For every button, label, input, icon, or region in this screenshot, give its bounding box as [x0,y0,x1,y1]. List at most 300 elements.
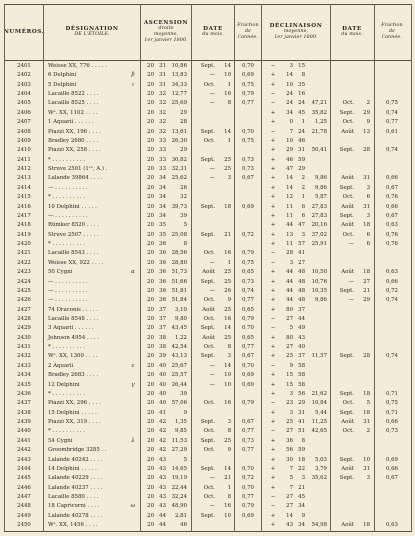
header-fraction-1: Fraction [237,23,259,28]
dec-year-fraction: 0,66 [385,278,398,285]
dec-sign: + [270,522,276,529]
row-number: 2412 [17,166,31,173]
ra-seconds: 27,29 [171,447,187,454]
dec-seconds: 10,50 [311,269,327,276]
row-number: 2439 [17,419,31,426]
ra-obs-month: Sept. [200,278,215,285]
ra-minutes: 38 [159,334,166,341]
dec-degrees: 3 [289,63,293,69]
table-row [4,231,411,240]
header-ascension-title: ASCENSION [143,20,189,26]
ra-seconds: 32,31 [171,166,187,173]
ra-hours: 20 [147,465,154,472]
ra-seconds: 42,54 [171,344,187,351]
ra-obs-month: — [209,503,215,510]
ra-obs-day: 14 [224,362,231,369]
dec-obs-day: 31 [363,175,370,182]
star-designation: Lalande 40229 . . . . [48,475,103,482]
dec-year-fraction: 0,66 [385,175,398,182]
ra-seconds: 8 [183,241,187,248]
ra-year-fraction: 0,77 [241,447,254,454]
ra-year-fraction: 0,77 [241,100,254,107]
dec-sign: + [270,203,276,210]
dec-obs-day: 28 [363,353,370,360]
dec-obs-month: Sept. [339,287,354,294]
dec-year-fraction: 0,74 [385,297,398,304]
dec-minutes: 45 [298,494,305,501]
ra-obs-day: 25 [224,166,231,173]
ra-minutes: 36 [159,259,166,266]
dec-minutes: 48 [298,287,305,294]
dec-sign: + [270,372,276,379]
row-number: 2403 [17,81,31,88]
ra-obs-day: 1 [227,484,231,491]
ra-hours: 20 [147,512,154,519]
column-rule [411,4,412,532]
ra-hours: 20 [147,297,154,304]
dec-minutes: 8 [301,72,305,79]
row-number: 2415 [17,194,31,201]
dec-obs-day: 31 [363,465,370,472]
dec-minutes: 48 [298,269,305,276]
ra-obs-month: Oct. [203,315,215,322]
dec-degrees: 46 [286,156,293,163]
dec-year-fraction: 0,76 [385,241,398,248]
ra-seconds: 13,83 [171,72,187,79]
dec-sign: + [270,353,276,360]
dec-minutes: 58 [298,381,305,388]
star-designation: Piazzi XX, 196 . . . . [48,128,101,135]
table-row [4,90,411,99]
dec-minutes: 59 [298,447,305,454]
ra-minutes: 40 [159,381,166,388]
ra-year-fraction: 0,77 [241,428,254,435]
ra-obs-day: 10 [224,72,231,79]
dec-year-fraction: 0,63 [385,522,398,529]
ra-hours: 20 [147,428,154,435]
ra-obs-day: 10 [224,512,231,519]
dec-degrees: 44 [286,222,293,229]
dec-seconds: 5,44 [314,409,327,416]
header-ascension-sub1: droite [158,26,174,31]
dec-year-fraction: 0,74 [385,147,398,154]
ra-minutes: 37 [159,315,166,322]
ra-seconds: 25,57 [171,372,187,379]
ra-obs-day: 3 [227,353,231,360]
dec-degrees: 9 [289,362,293,369]
table-row [4,474,411,483]
dec-sign: − [270,428,276,435]
ra-seconds: 25,69 [171,100,187,107]
row-number: 2420 [17,241,31,248]
star-designation: Struve 2501 (1ʳᵉ, A.) . [48,166,108,173]
ra-obs-day: 9 [227,297,231,304]
ra-year-fraction: 0,77 [241,344,254,351]
dec-obs-day: 31 [363,203,370,210]
row-number: 2426 [17,297,31,304]
dec-seconds: 35,82 [311,109,327,116]
ra-year-fraction: 0,69 [241,381,254,388]
dec-minutes: 6 [301,203,305,210]
dec-sign: + [270,212,276,219]
dec-degrees: 3 [289,390,293,397]
dec-sign: + [270,241,276,248]
ra-seconds: 28,56 [171,250,187,257]
table-row [4,362,411,371]
table-row [4,512,411,521]
ra-minutes: 33 [159,166,166,173]
dec-seconds: 10,35 [311,287,327,294]
row-number: 2432 [17,353,31,360]
dec-sign: + [270,465,276,472]
dec-sign: − [270,362,276,369]
dec-minutes: 44 [298,315,305,322]
dec-obs-month: Sept. [339,353,354,360]
ra-year-fraction: 0,65 [241,334,254,341]
ra-obs-month: Sept. [200,156,215,163]
table-row [4,315,411,324]
ra-minutes: 33 [159,137,166,144]
dec-seconds: 11,57 [311,353,327,360]
star-designation: Groombridge 3285 . . [48,447,107,454]
table-row [4,371,411,380]
dec-sign: + [270,156,276,163]
ra-year-fraction: 0,69 [241,72,254,79]
table-row [4,399,411,408]
dec-minutes: 16 [298,91,305,98]
header-date-title: DATE [203,26,223,32]
table-row [4,259,411,268]
star-designation: Wᵉ. XX, 1456 . . . . [48,522,98,529]
ra-minutes: 35 [159,222,166,229]
ra-hours: 20 [147,278,154,285]
star-designation: Lalande 39864 . . . . [48,175,103,182]
dec-minutes: 58 [298,372,305,379]
ra-obs-day: 25 [224,306,231,313]
ra-minutes: 36 [159,287,166,294]
ra-obs-month: — [209,287,215,294]
dec-seconds: 10,84 [311,400,327,407]
table-row [4,99,411,108]
dec-sign: − [270,400,276,407]
table-row [4,343,411,352]
ra-obs-month: Oct. [203,344,215,351]
star-designation: — . . . . . . . . . . [48,297,88,304]
dec-minutes: 45 [298,109,305,116]
dec-degrees: 24 [286,91,293,98]
dec-sign: + [270,147,276,154]
dec-obs-month: Sept. [339,212,354,219]
ra-obs-day: 25 [224,269,231,276]
dec-degrees: 14 [286,175,293,182]
ra-obs-month: Sept. [200,419,215,426]
ra-hours: 20 [147,419,154,426]
ra-obs-day: 8 [227,100,231,107]
ra-obs-day: 16 [224,400,231,407]
star-designation: Piazzi XX, 319 . . . . [48,419,101,426]
table-row [4,352,411,361]
dec-sign: + [270,109,276,116]
ra-seconds: 57,06 [171,400,187,407]
ra-minutes: 40 [159,362,166,369]
ra-minutes: 40 [159,372,166,379]
row-number: 2421 [17,250,31,257]
ra-obs-month: — [209,100,215,107]
star-designation: * . . . . . . . . . . [48,156,85,163]
ra-year-fraction: 0,72 [241,475,254,482]
ra-seconds: 22,44 [171,484,187,491]
row-number: 2406 [17,109,31,116]
ra-minutes: 31 [159,81,166,88]
ra-year-fraction: 0,77 [241,494,254,501]
row-number: 2433 [17,362,31,369]
dec-sign: + [270,137,276,144]
ra-obs-day: 1 [227,81,231,88]
star-designation: 18 Capricorni . . . . [48,503,100,510]
ra-seconds: 32 [180,194,187,201]
dec-obs-day: 3 [366,212,370,219]
dec-degrees: 44 [286,278,293,285]
ra-seconds: 48,90 [171,503,187,510]
dec-degrees: 23 [286,400,293,407]
table-row [4,71,411,80]
dec-sign: − [270,128,276,135]
ra-seconds: 51,66 [171,278,187,285]
ra-minutes: 32 [159,109,166,116]
dec-minutes: 35 [298,81,305,88]
star-designation: * . . . . . . . . . . [48,194,85,201]
ra-year-fraction: 0,79 [241,250,254,257]
ra-seconds: 28 [180,119,187,126]
dec-seconds: 21,62 [311,390,327,397]
dec-minutes: 57 [298,241,305,248]
dec-sign: + [270,484,276,491]
table-row [4,137,411,146]
dec-degrees: 47 [286,166,293,173]
ra-obs-day: 8 [227,494,231,501]
dec-obs-day: 28 [363,147,370,154]
ra-seconds: 9,85 [174,428,187,435]
dec-obs-day: 18 [363,269,370,276]
star-designation: Lacaille 8580 . . . . [48,494,99,501]
dec-obs-month: Sept. [339,475,354,482]
ra-hours: 20 [147,184,154,191]
ra-minutes: 34 [159,194,166,201]
row-number: 2450 [17,522,31,529]
dec-degrees: 14 [286,512,293,519]
table-row [4,81,411,90]
ra-hours: 20 [147,119,154,126]
ra-hours: 20 [147,353,154,360]
row-number: 2434 [17,372,31,379]
header-ascension [141,4,191,60]
dec-seconds: 21,78 [311,128,327,135]
ra-minutes: 34 [159,203,166,210]
ra-hours: 20 [147,522,154,529]
star-designation: 5 Delphini [48,81,77,88]
ra-hours: 20 [147,287,154,294]
table-row [4,156,411,165]
dec-sign: + [270,419,276,426]
ra-year-fraction: 0,73 [241,166,254,173]
dec-obs-month: Août [341,222,354,229]
dec-degrees: 13 [286,231,293,238]
ra-hours: 20 [147,137,154,144]
ra-obs-day: 10 [224,372,231,379]
row-number: 2416 [17,203,31,210]
table-row [4,221,411,230]
ra-hours: 20 [147,334,154,341]
dec-sign: − [270,63,276,69]
row-number: 2413 [17,175,31,182]
table-row [4,212,411,221]
dec-obs-day: 31 [363,419,370,426]
ra-hours: 20 [147,259,154,266]
dec-seconds: 37,02 [311,231,327,238]
dec-degrees: 27 [286,315,293,322]
dec-degrees: 14 [286,72,293,79]
row-number: 2438 [17,409,31,416]
table-bottom-rule [4,531,411,532]
table-row [4,324,411,333]
ra-minutes: 43 [159,475,166,482]
ra-year-fraction: 0,67 [241,353,254,360]
ra-obs-day: 14 [224,128,231,135]
dec-sign: + [270,381,276,388]
ra-hours: 20 [147,156,154,163]
ra-obs-day: 25 [224,156,231,163]
ra-year-fraction: 0,79 [241,91,254,98]
ra-seconds: 43,45 [171,325,187,332]
ra-seconds: 5 [183,456,187,463]
ra-obs-day: 1 [227,259,231,266]
table-row [4,409,411,418]
ra-obs-day: 3 [227,419,231,426]
row-number: 2440 [17,428,31,435]
dec-degrees: 44 [286,287,293,294]
dec-obs-day: 5 [366,400,370,407]
dec-sign: + [270,512,276,519]
ra-year-fraction: 0,70 [241,325,254,332]
dec-minutes: 46 [298,137,305,144]
row-number: 2447 [17,494,31,501]
ra-minutes: 37 [159,306,166,313]
ra-obs-day: 18 [224,203,231,210]
dec-seconds: 5,03 [314,456,327,463]
ra-hours: 20 [147,400,154,407]
dec-minutes: 24 [298,100,305,107]
star-designation: — . . . . . . . . . . [48,184,88,191]
ra-minutes: 31 [159,63,166,69]
ra-hours: 20 [147,100,154,107]
dec-obs-day: 3 [366,475,370,482]
dec-minutes: 48 [298,278,305,285]
ra-hours: 20 [147,128,154,135]
ra-obs-month: Août [202,269,215,276]
dec-year-fraction: 0,77 [385,119,398,126]
dec-minutes: 2 [301,175,305,182]
dec-obs-day: 6 [366,241,370,248]
ra-minutes: 41 [159,409,166,416]
dec-seconds: 27,83 [311,212,327,219]
dec-obs-month: — [348,278,354,285]
ra-obs-month: Oct. [203,137,215,144]
ra-obs-month: — [209,362,215,369]
ra-minutes: 34 [159,212,166,219]
ra-seconds: 10,86 [171,63,187,69]
header-fraction-2: de [244,29,252,34]
dec-degrees: 3 [289,259,293,266]
dec-degrees: 44 [286,269,293,276]
dec-obs-day: 27 [363,278,370,285]
ra-hours: 20 [147,175,154,182]
dec-minutes: 2 [301,184,305,191]
table-row [4,446,411,455]
ra-hours: 20 [147,475,154,482]
dec-degrees: 14 [286,184,293,191]
ra-year-fraction: 0,77 [241,297,254,304]
ra-seconds: 29 [180,147,187,154]
ra-minutes: 36 [159,241,166,248]
ra-seconds: 13,61 [171,128,187,135]
ra-obs-month: — [209,372,215,379]
dec-degrees: 24 [286,100,293,107]
row-number: 2407 [17,119,31,126]
ra-obs-month: — [209,166,215,173]
star-designation: — . . . . . . . . . . [48,278,88,285]
header-date2-title: DATE [342,26,362,32]
ra-minutes: 35 [159,231,166,238]
dec-sign: + [270,81,276,88]
dec-year-fraction: 0,72 [385,287,398,294]
row-number: 2444 [17,465,31,472]
ra-hours: 20 [147,306,154,313]
dec-minutes: 1 [301,119,305,126]
star-designation: Weisse XX, 922 . . . . [48,259,104,266]
dec-seconds: 3,79 [314,465,327,472]
row-number: 2410 [17,147,31,154]
dec-year-fraction: 0,67 [385,475,398,482]
ra-obs-month: Sept. [200,512,215,519]
dec-sign: + [270,447,276,454]
row-number: 2448 [17,503,31,510]
ra-obs-day: 3 [227,175,231,182]
star-designation: Rümker 8520 . . . . [48,222,99,229]
ra-year-fraction: 0,79 [241,315,254,322]
star-designation: 1 Aquarii . . . . . . [48,119,94,126]
row-number: 2417 [17,212,31,219]
ra-minutes: 33 [159,156,166,163]
header-fraction [235,4,261,60]
ra-minutes: 32 [159,100,166,107]
ra-obs-month: Oct. [203,400,215,407]
table-row [4,437,411,446]
ra-seconds: 9 [183,409,187,416]
dec-obs-day: 9 [366,119,370,126]
row-number: 2401 [17,63,31,69]
star-designation: Lacaille 8548 . . . . [48,315,99,322]
ra-seconds: 51,84 [171,297,187,304]
dec-year-fraction: 0,73 [385,428,398,435]
dec-obs-month: Août [341,175,354,182]
dec-obs-day: 2 [366,100,370,107]
ra-obs-month: — [209,259,215,266]
table-row [4,296,411,305]
dec-obs-month: Sept. [339,109,354,116]
ra-hours: 20 [147,63,154,69]
ra-minutes: 37 [159,325,166,332]
dec-minutes: 41 [298,250,305,257]
